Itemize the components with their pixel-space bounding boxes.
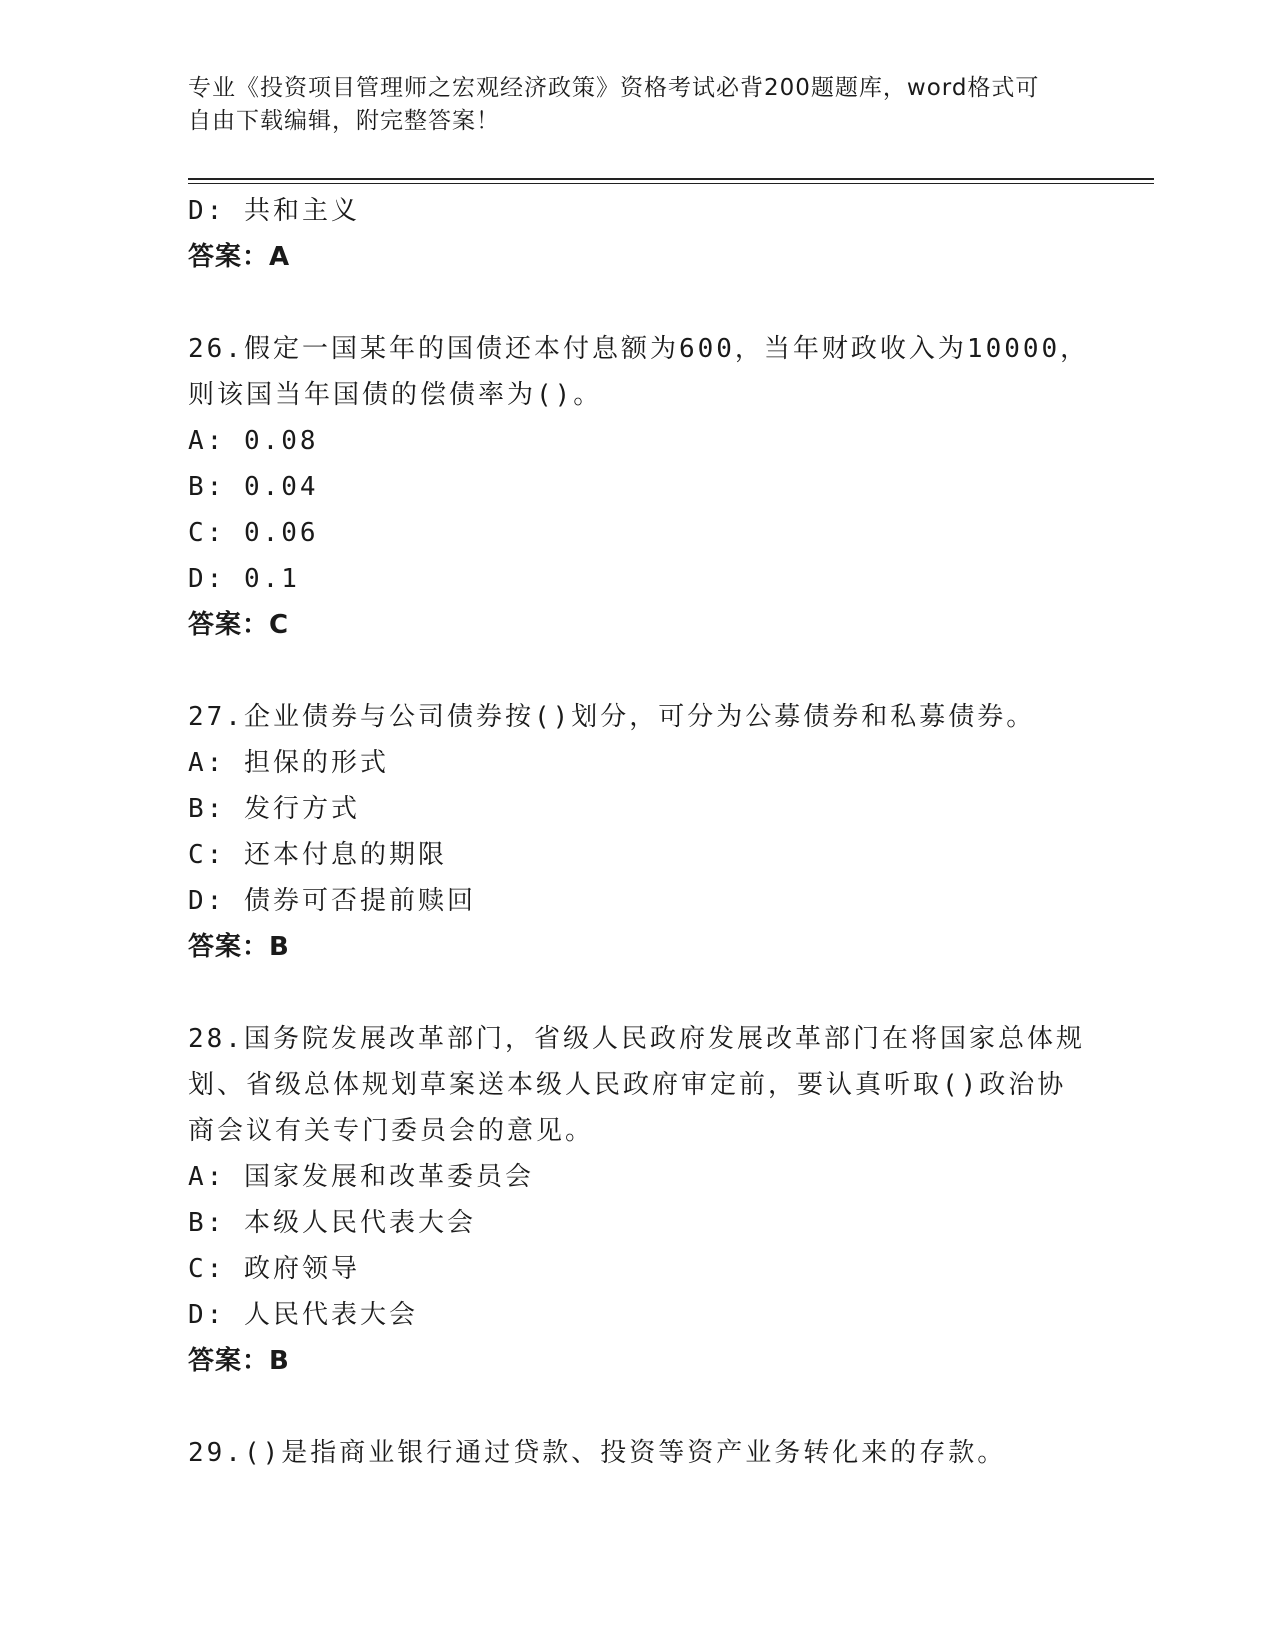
answer-prev: 答案：A bbox=[188, 242, 291, 272]
document-header bbox=[188, 72, 1068, 138]
header-divider-thin bbox=[188, 183, 1154, 184]
option-a: A: 担保的形式 bbox=[188, 748, 389, 778]
question-text: 28.国务院发展改革部门，省级人民政府发展改革部门在将国家总体规 bbox=[188, 1024, 1085, 1054]
option-d-prev: D: 共和主义 bbox=[188, 196, 360, 226]
question-text: 27.企业债券与公司债券按()划分，可分为公募债券和私募债券。 bbox=[188, 702, 1036, 732]
question-list bbox=[188, 188, 1088, 1476]
question-text: 商会议有关专门委员会的意见。 bbox=[188, 1116, 595, 1146]
question-text: 29.()是指商业银行通过贷款、投资等资产业务转化来的存款。 bbox=[188, 1438, 1007, 1468]
question-text: 划、省级总体规划草案送本级人民政府审定前，要认真听取()政治协 bbox=[188, 1070, 1067, 1100]
spacer bbox=[188, 1384, 1088, 1430]
question-28 bbox=[188, 1016, 1088, 1384]
question-29 bbox=[188, 1430, 1088, 1476]
spacer bbox=[188, 648, 1088, 694]
option-a: A: 0.08 bbox=[188, 426, 319, 456]
option-a: A: 国家发展和改革委员会 bbox=[188, 1162, 534, 1192]
spacer bbox=[188, 970, 1088, 1016]
option-b: B: 发行方式 bbox=[188, 794, 360, 824]
option-c: C: 政府领导 bbox=[188, 1254, 360, 1284]
option-d: D: 债券可否提前赎回 bbox=[188, 886, 476, 916]
option-d: D: 人民代表大会 bbox=[188, 1300, 418, 1330]
header-line-2: 自由下载编辑，附完整答案！ bbox=[188, 108, 500, 134]
question-text: 26.假定一国某年的国债还本付息额为600，当年财政收入为10000， bbox=[188, 334, 1090, 364]
option-c: C: 还本付息的期限 bbox=[188, 840, 447, 870]
spacer bbox=[188, 280, 1088, 326]
question-27 bbox=[188, 694, 1088, 970]
option-b: B: 本级人民代表大会 bbox=[188, 1208, 476, 1238]
option-d: D: 0.1 bbox=[188, 564, 300, 594]
answer: 答案：C bbox=[188, 610, 290, 640]
question-text: 则该国当年国债的偿债率为()。 bbox=[188, 380, 603, 410]
answer: 答案：B bbox=[188, 932, 290, 962]
question-26 bbox=[188, 326, 1088, 648]
option-c: C: 0.06 bbox=[188, 518, 319, 548]
answer: 答案：B bbox=[188, 1346, 290, 1376]
header-divider-thick bbox=[188, 178, 1154, 180]
option-b: B: 0.04 bbox=[188, 472, 319, 502]
header-line-1: 专业《投资项目管理师之宏观经济政策》资格考试必背200题题库，word格式可 bbox=[188, 75, 1040, 101]
